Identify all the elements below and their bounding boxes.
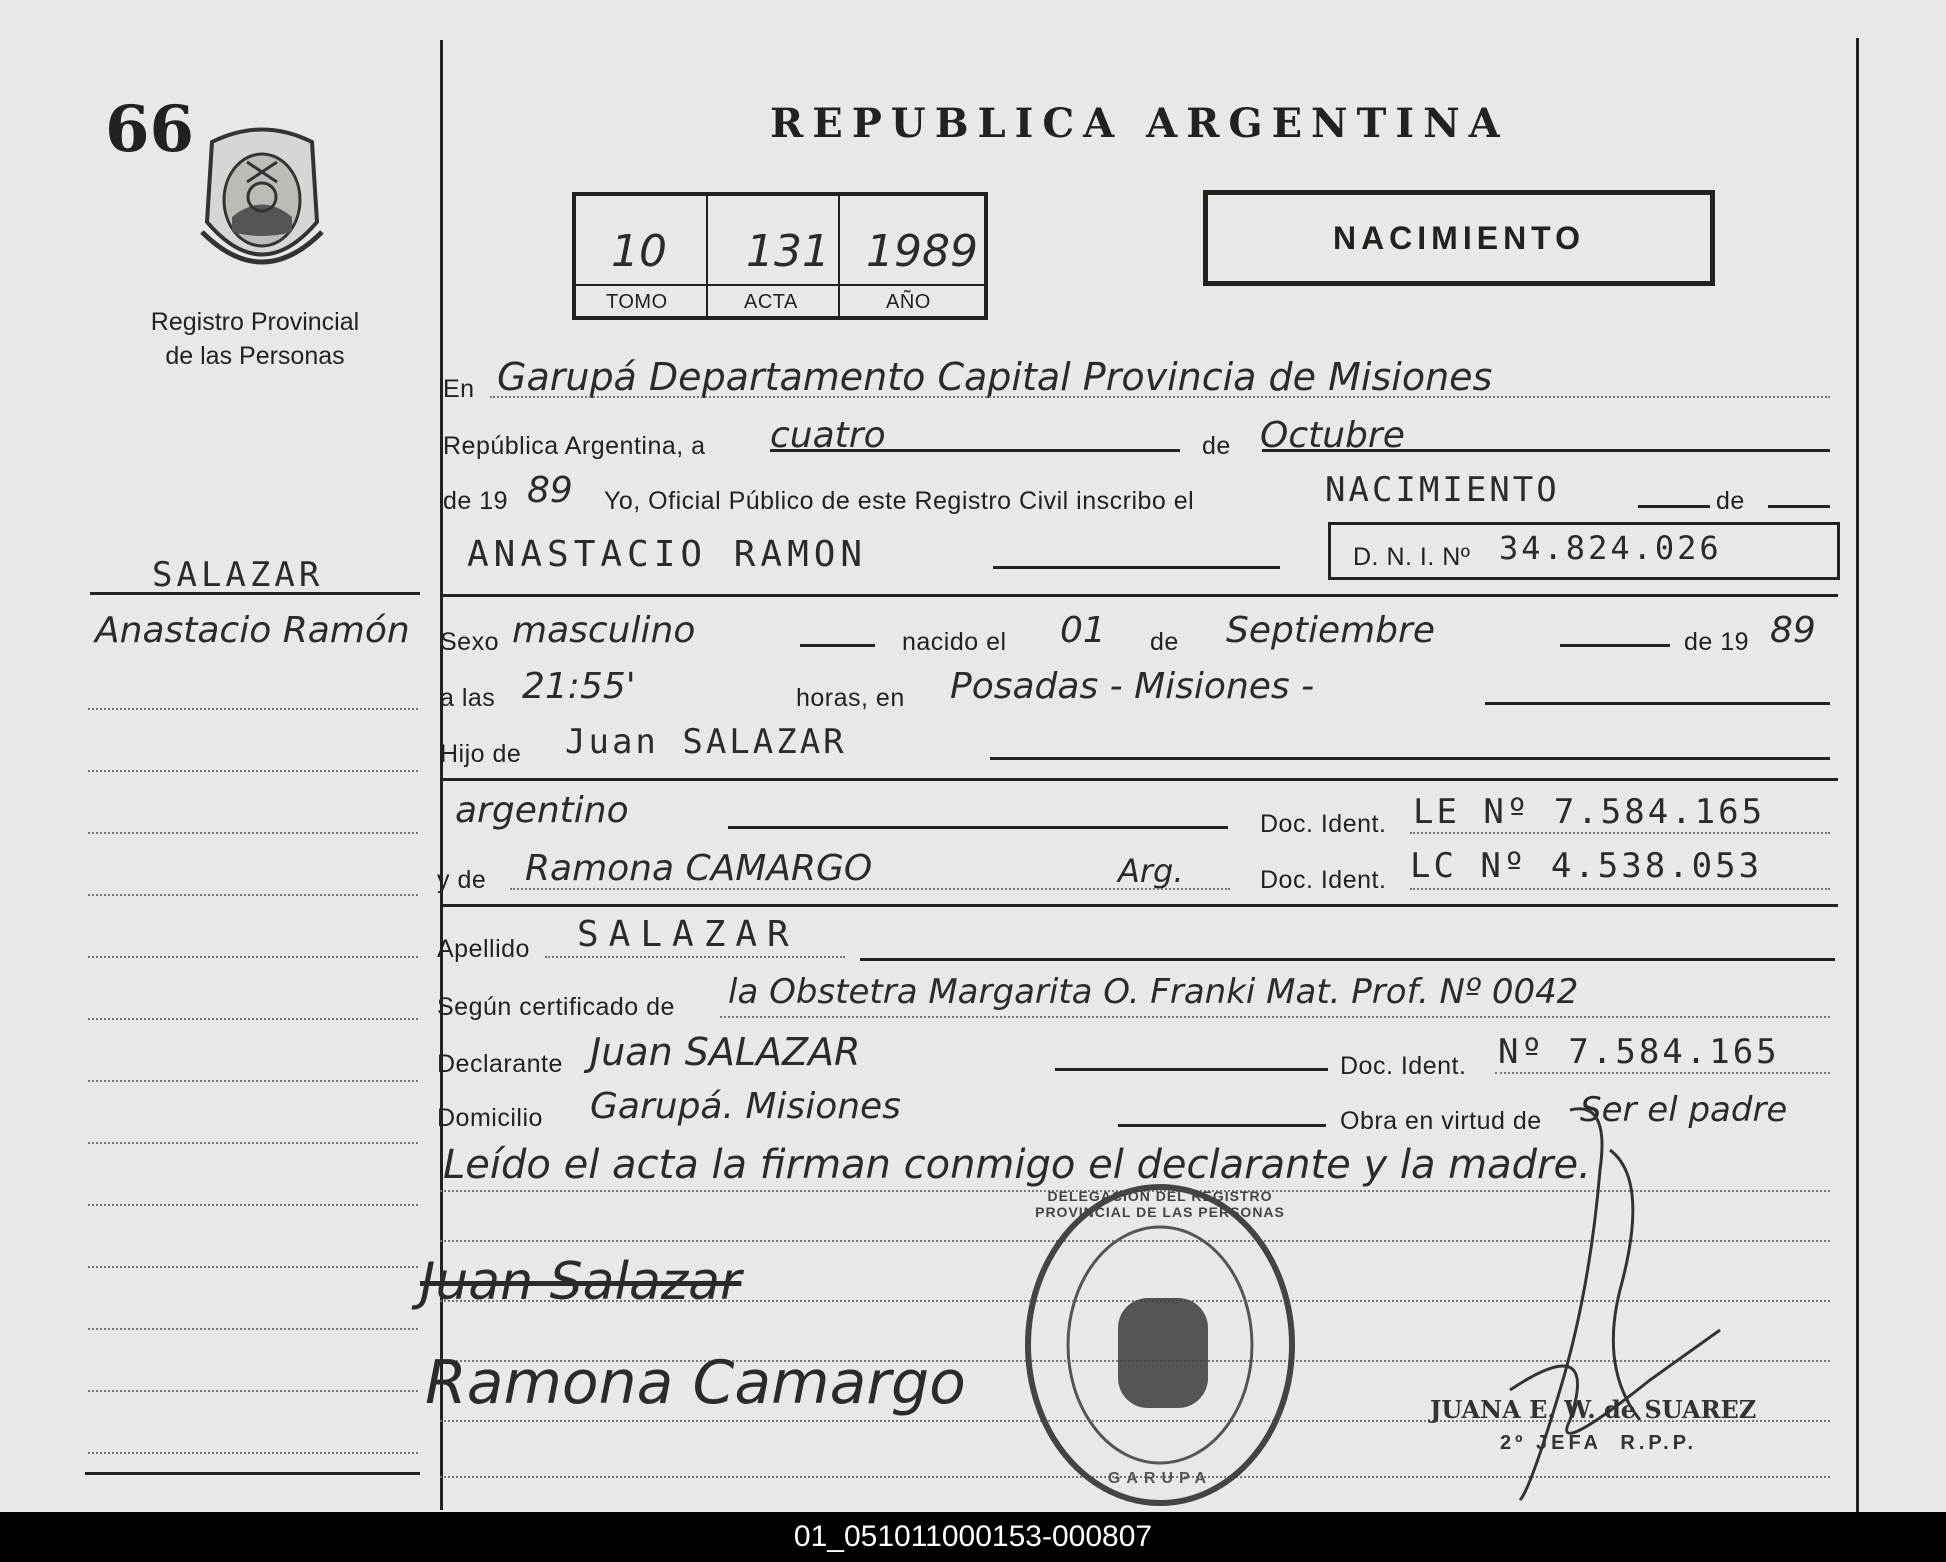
form-line [860,958,1835,961]
mother-doc: LC Nº 4.538.053 [1410,846,1763,886]
doc-ident-label: Doc. Ident. [1260,810,1387,838]
official-name: JUANA E. W. de SUAREZ [1430,1395,1757,1424]
provincial-seal [192,122,332,282]
form-line [1560,644,1670,647]
form-line [770,449,1180,452]
margin-line [88,770,418,772]
form-line [1262,449,1830,452]
de-label-2: de [1716,487,1745,515]
child-name: ANASTACIO RAMON [467,534,868,575]
form-line [1768,505,1830,508]
birth-month: Septiembre [1226,610,1435,651]
oficial-statement: Yo, Oficial Público de este Registro Civil inscribo el [604,487,1195,515]
act-type-label: NACIMIENTO [1332,220,1586,256]
margin-bottom-rule [85,1472,420,1475]
horas-label: horas, en [796,684,905,712]
margin-line [88,956,418,958]
signature-mother: Ramona Camargo [425,1348,966,1418]
doc-ident-label-2: Doc. Ident. [1260,866,1387,894]
en-label: En [443,375,475,403]
de19-label-2: de 19 [1684,628,1750,656]
form-line [990,757,1830,760]
republica-label: República Argentina, a [443,432,706,460]
hijo-label: Hijo de [440,740,522,768]
acta-value: 131 [746,226,830,277]
nacido-label: nacido el [902,628,1007,656]
form-line [1410,888,1830,890]
form-line [1055,1068,1328,1071]
margin-rule-1 [90,592,420,595]
birth-time: 21:55' [522,666,636,707]
father-nationality: argentino [455,790,629,831]
month-value: Octubre [1260,415,1405,456]
form-line [720,1016,1830,1018]
tomo-value: 10 [611,226,667,277]
act-type-box [1203,190,1715,286]
section-rule [440,778,1838,781]
margin-line [88,894,418,896]
official-stamp [1020,1180,1300,1510]
obra-value: Ser el padre [1580,1090,1788,1130]
form-line [545,956,845,958]
margin-line [88,1080,418,1082]
official-title: 2º JEFA R.P.P. [1500,1432,1698,1454]
form-line [490,396,1830,398]
form-line [510,888,1230,890]
margin-line [88,1452,418,1454]
father-name: Juan SALAZAR [565,722,847,762]
margin-line [88,1204,418,1206]
segun-label: Según certificado de [437,993,675,1021]
form-line [800,644,875,647]
birth-year-suffix: 89 [1770,610,1816,651]
stamp-text: DELEGACION DEL REGISTRO PROVINCIAL DE LAS PERSONAS [1035,1188,1285,1220]
registry-office-line1: Registro Provincial [150,308,360,336]
form-line [993,566,1280,569]
day-written: cuatro [770,415,886,456]
section-rule [440,904,1838,907]
certificado-value: la Obstetra Margarita O. Franki Mat. Prof. Nº 0042 [728,972,1579,1012]
ano-value: 1989 [866,226,978,277]
tomo-label: TOMO [606,291,668,313]
yde-label: y de [437,866,487,894]
margin-line [88,1390,418,1392]
form-line [1638,505,1710,508]
de-label: de [1202,432,1231,460]
doc-ident-label-3: Doc. Ident. [1340,1052,1467,1080]
mother-nationality: Arg. [1118,852,1184,890]
margin-line [88,1142,418,1144]
father-doc: LE Nº 7.584.165 [1413,792,1766,832]
birth-day: 01 [1060,610,1106,651]
image-id-caption: 01_051011000153-000807 [0,1512,1946,1562]
form-line [1410,832,1830,834]
box-inner-rule [576,284,984,286]
registry-office-name [110,305,400,373]
de19-label: de 19 [443,487,509,515]
alas-label: a las [440,684,496,712]
margin-line [88,708,418,710]
act-type-value: NACIMIENTO [1325,470,1560,510]
section-rule [443,594,1838,597]
margin-line [88,1018,418,1020]
sexo-value: masculino [512,610,696,651]
declarante-label: Declarante [437,1050,563,1078]
domicilio-value: Garupá. Misiones [590,1086,901,1127]
margin-line [88,832,418,834]
margin-given-names: Anastacio Ramón [95,610,410,651]
closing-statement: Leído el acta la firman conmigo el declarante y la madre. [443,1142,1591,1188]
year-suffix: 89 [527,470,573,511]
declarante-doc: Nº 7.584.165 [1498,1032,1780,1072]
dni-label: D. N. I. Nº [1353,543,1471,571]
margin-surname: SALAZAR [152,555,324,595]
de-label-3: de [1150,628,1179,656]
acta-label: ACTA [744,291,798,313]
signature-declarant: Juan Salazar [420,1252,742,1312]
domicilio-label: Domicilio [437,1104,543,1132]
margin-line [88,1266,418,1268]
registry-number: 66 [105,92,195,167]
form-line [1485,702,1830,705]
apellido-value: SALAZAR [577,914,799,955]
mother-name: Ramona CAMARGO [525,848,873,889]
place-value: Garupá Departamento Capital Provincia de Misiones [497,355,1493,399]
right-page-border [1856,38,1859,1512]
form-line [1495,1072,1830,1074]
form-line [728,826,1228,829]
form-line [1118,1124,1326,1127]
stamp-bottom-text: GARUPA [1107,1470,1213,1487]
apellido-label: Apellido [437,935,530,963]
birth-place: Posadas - Misiones - [950,666,1315,707]
declarante-value: Juan SALAZAR [590,1030,861,1074]
sexo-label: Sexo [440,628,499,656]
record-number-box [572,192,988,320]
dni-box [1328,522,1840,580]
margin-line [88,1328,418,1330]
ano-label: AÑO [886,291,931,313]
dni-value: 34.824.026 [1499,529,1722,567]
obra-label: Obra en virtud de [1340,1107,1542,1135]
registry-office-line2: de las Personas [165,342,345,370]
country-title: REPUBLICA ARGENTINA [770,100,1509,147]
